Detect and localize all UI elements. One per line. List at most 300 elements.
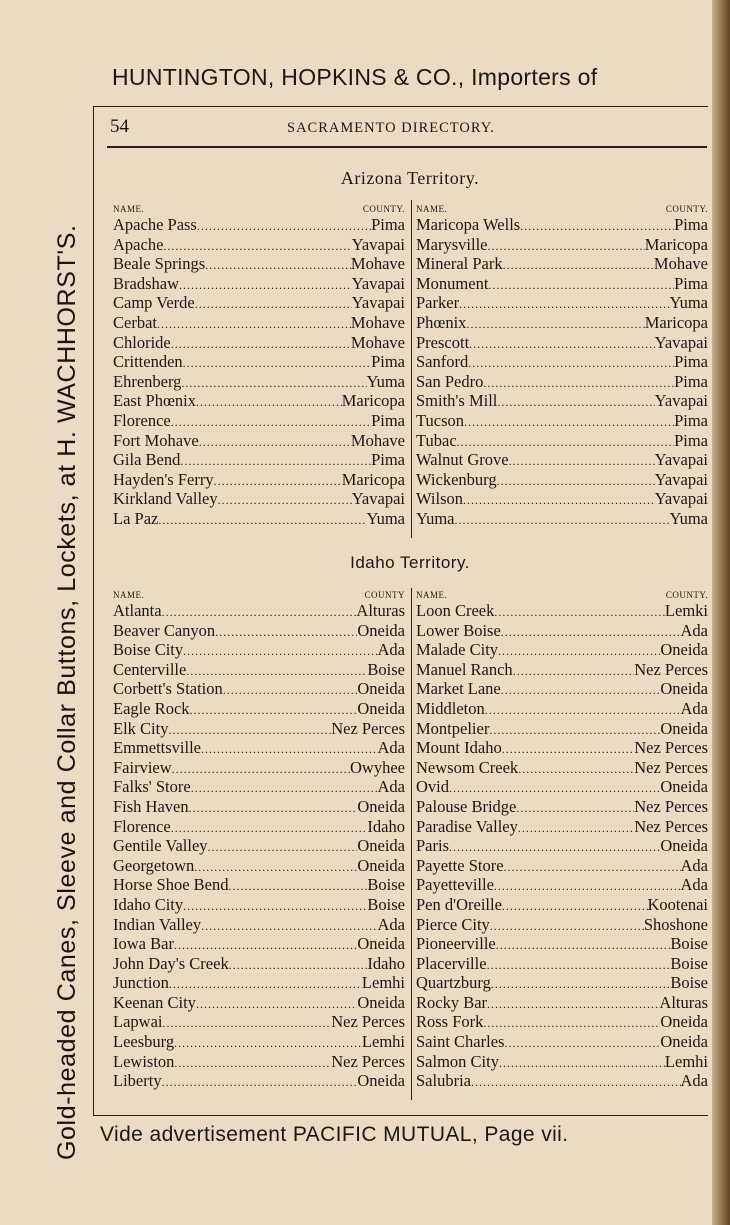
dot-leader <box>195 293 352 313</box>
county-name: Oneida <box>660 718 708 738</box>
dot-leader <box>494 875 681 895</box>
place-name: Junction <box>113 973 169 993</box>
directory-entry <box>113 679 405 699</box>
county-name: Kootenai <box>647 894 708 914</box>
county-name: Lemhi <box>361 1032 405 1052</box>
directory-entry <box>416 470 708 490</box>
arizona-left-column <box>113 204 405 529</box>
running-head: SACRAMENTO DIRECTORY. <box>287 120 495 136</box>
dot-leader <box>502 738 635 758</box>
county-name: Mohave <box>350 254 405 274</box>
county-name: Yavapai <box>654 391 708 411</box>
county-name: Boise <box>670 934 708 954</box>
directory-entry <box>113 817 405 837</box>
dot-leader <box>457 431 674 451</box>
county-name: Yuma <box>669 508 708 528</box>
dot-leader <box>191 777 378 797</box>
place-name: Iowa Bar <box>113 934 174 954</box>
dot-leader <box>168 719 331 739</box>
place-name: Wilson <box>416 489 464 509</box>
directory-entry <box>113 621 405 641</box>
dot-leader <box>498 640 660 660</box>
arizona-column-divider <box>411 200 412 538</box>
dot-leader <box>455 509 670 529</box>
directory-entry <box>416 934 708 954</box>
county-name: Boise <box>367 894 405 914</box>
directory-entry <box>416 973 708 993</box>
county-name: Oneida <box>357 620 405 640</box>
place-name: Rocky Bar <box>416 992 488 1012</box>
place-name: Chloride <box>113 332 171 352</box>
dot-leader <box>509 450 655 470</box>
place-name: Ovid <box>416 777 449 797</box>
county-name: Nez Perces <box>331 1051 405 1071</box>
directory-entry <box>113 411 405 431</box>
county-name: Oneida <box>357 836 405 856</box>
dot-leader <box>214 470 342 490</box>
county-name: Alturas <box>659 992 708 1012</box>
place-name: Wickenburg <box>416 469 497 489</box>
directory-entry <box>416 1012 708 1032</box>
page-edge <box>712 0 730 1225</box>
county-name: Lemhi <box>361 973 405 993</box>
dot-leader <box>459 293 669 313</box>
directory-entry <box>113 719 405 739</box>
county-name: Nez Perces <box>331 718 405 738</box>
county-name: Oneida <box>357 855 405 875</box>
dot-leader <box>201 915 377 935</box>
directory-entry <box>113 875 405 895</box>
directory-entry <box>416 954 708 974</box>
dot-leader <box>186 660 367 680</box>
county-name: Oneida <box>660 1012 708 1032</box>
directory-entry <box>416 915 708 935</box>
directory-entry <box>416 875 708 895</box>
directory-entry <box>416 621 708 641</box>
name-header: NAME. <box>416 204 448 214</box>
county-name: Nez Perces <box>634 796 708 816</box>
county-name: Yavapai <box>654 489 708 509</box>
directory-entry <box>416 372 708 392</box>
dot-leader <box>487 954 671 974</box>
place-name: Marysville <box>416 234 488 254</box>
place-name: Walnut Grove <box>416 450 509 470</box>
directory-entry <box>113 509 405 529</box>
county-name: Nez Perces <box>331 1012 405 1032</box>
dot-leader <box>513 660 635 680</box>
place-name: Elk City <box>113 718 169 738</box>
county-name: Boise <box>670 973 708 993</box>
directory-entry <box>416 450 708 470</box>
column-header <box>113 590 405 601</box>
arizona-right-column <box>416 204 708 529</box>
county-name: Ada <box>680 875 708 895</box>
directory-entry <box>113 973 405 993</box>
dot-leader <box>201 738 378 758</box>
bottom-advertisement: Vide advertisement PACIFIC MUTUAL, Page vii. <box>100 1123 569 1146</box>
directory-entry <box>113 699 405 719</box>
dot-leader <box>501 621 681 641</box>
county-name: Yavapai <box>351 489 405 509</box>
dot-leader <box>162 1071 358 1091</box>
county-name: Oneida <box>357 992 405 1012</box>
place-name: Payette Store <box>416 855 504 875</box>
directory-entry <box>416 352 708 372</box>
county-name: Oneida <box>357 1071 405 1091</box>
county-name: Pima <box>674 371 708 391</box>
dot-leader <box>228 875 367 895</box>
directory-entry <box>113 313 405 333</box>
directory-entry <box>113 738 405 758</box>
directory-entry <box>416 235 708 255</box>
county-name: Maricopa <box>341 391 405 411</box>
place-name: Fort Mohave <box>113 430 199 450</box>
county-name: Yavapai <box>654 450 708 470</box>
dot-leader <box>181 372 366 392</box>
place-name: Gila Bend <box>113 450 181 470</box>
county-name: Shoshone <box>643 914 708 934</box>
place-name: Liberty <box>113 1071 162 1091</box>
place-name: Centerville <box>113 659 187 679</box>
directory-entry <box>416 797 708 817</box>
county-name: Ada <box>680 1071 708 1091</box>
directory-entry <box>416 817 708 837</box>
dot-leader <box>466 313 644 333</box>
county-name: Mohave <box>350 430 405 450</box>
county-name: Nez Perces <box>634 659 708 679</box>
directory-entry <box>416 215 708 235</box>
county-name: Pima <box>674 273 708 293</box>
county-name: Ada <box>377 777 405 797</box>
directory-entry <box>416 856 708 876</box>
place-name: Salubria <box>416 1071 471 1091</box>
place-name: Horse Shoe Bend <box>113 875 229 895</box>
directory-entry <box>113 1052 405 1072</box>
dot-leader <box>174 1052 331 1072</box>
county-name: Ada <box>377 914 405 934</box>
county-name: Pima <box>674 352 708 372</box>
county-header: COUNTY. <box>665 204 708 214</box>
directory-entry <box>113 601 405 621</box>
county-name: Oneida <box>660 777 708 797</box>
directory-entry <box>113 777 405 797</box>
place-name: John Day's Creek <box>113 953 229 973</box>
place-name: Montpelier <box>416 718 490 738</box>
dot-leader <box>183 895 367 915</box>
directory-entry <box>113 235 405 255</box>
county-name: Oneida <box>357 698 405 718</box>
county-name: Maricopa <box>341 469 405 489</box>
directory-entry <box>416 333 708 353</box>
name-header: NAME. <box>113 590 145 600</box>
dot-leader <box>162 601 357 621</box>
directory-entry <box>416 895 708 915</box>
directory-entry <box>113 758 405 778</box>
directory-entry <box>113 660 405 680</box>
dot-leader <box>489 719 660 739</box>
county-name: Nez Perces <box>634 757 708 777</box>
directory-entry <box>113 450 405 470</box>
dot-leader <box>491 973 671 993</box>
dot-leader <box>162 1012 331 1032</box>
directory-entry <box>113 372 405 392</box>
directory-entry <box>113 293 405 313</box>
place-name: Tubac <box>416 430 457 450</box>
place-name: Pioneerville <box>416 934 496 954</box>
county-name: Ada <box>377 738 405 758</box>
directory-entry <box>113 431 405 451</box>
directory-entry <box>416 719 708 739</box>
dot-leader <box>487 993 659 1013</box>
place-name: Manuel Ranch <box>416 659 513 679</box>
dot-leader <box>196 391 342 411</box>
place-name: Bradshaw <box>113 273 179 293</box>
dot-leader <box>223 679 358 699</box>
county-name: Ada <box>680 620 708 640</box>
place-name: Beaver Canyon <box>113 620 216 640</box>
directory-entry <box>113 470 405 490</box>
place-name: Ross Fork <box>416 1012 484 1032</box>
place-name: Placerville <box>416 953 487 973</box>
county-name: Nez Perces <box>634 816 708 836</box>
county-name: Ada <box>680 698 708 718</box>
directory-entry <box>416 293 708 313</box>
dot-leader <box>171 411 371 431</box>
dot-leader <box>157 313 351 333</box>
place-name: Payetteville <box>416 875 494 895</box>
directory-entry <box>113 489 405 509</box>
dot-leader <box>190 699 358 719</box>
county-name: Yavapai <box>654 332 708 352</box>
dot-leader <box>501 679 661 699</box>
dot-leader <box>229 954 368 974</box>
directory-entry <box>416 601 708 621</box>
dot-leader <box>218 489 352 509</box>
dot-leader <box>468 352 674 372</box>
dot-leader <box>504 1032 660 1052</box>
dot-leader <box>169 973 362 993</box>
place-name: Apache <box>113 234 164 254</box>
county-name: Pima <box>674 430 708 450</box>
county-name: Yavapai <box>351 293 405 313</box>
dot-leader <box>518 758 634 778</box>
county-name: Pima <box>674 410 708 430</box>
directory-entry <box>113 993 405 1013</box>
place-name: Corbett's Station <box>113 679 223 699</box>
dot-leader <box>449 777 660 797</box>
county-name: Yuma <box>366 371 405 391</box>
dot-leader <box>196 993 357 1013</box>
directory-entry <box>113 1032 405 1052</box>
county-name: Lemki <box>664 601 708 620</box>
county-name: Idaho <box>367 816 405 836</box>
place-name: Indian Valley <box>113 914 202 934</box>
dot-leader <box>490 915 644 935</box>
county-name: Yuma <box>669 293 708 313</box>
directory-entry <box>113 274 405 294</box>
county-name: Boise <box>367 875 405 895</box>
directory-entry <box>416 1052 708 1072</box>
county-name: Oneida <box>660 836 708 856</box>
directory-entry <box>113 254 405 274</box>
place-name: La Paz <box>113 508 159 528</box>
dot-leader <box>497 391 654 411</box>
place-name: Leesburg <box>113 1032 175 1052</box>
dot-leader <box>183 352 371 372</box>
directory-entry <box>416 431 708 451</box>
place-name: Quartzburg <box>416 973 491 993</box>
dot-leader <box>504 856 681 876</box>
directory-entry <box>113 954 405 974</box>
county-name: Ada <box>377 640 405 660</box>
dot-leader <box>497 470 655 490</box>
dot-leader <box>483 1012 660 1032</box>
place-name: Market Lane <box>416 679 501 699</box>
directory-entry <box>416 758 708 778</box>
place-name: Atlanta <box>113 601 162 620</box>
county-name: Boise <box>367 659 405 679</box>
idaho-right-column <box>416 590 708 1091</box>
directory-entry <box>113 915 405 935</box>
place-name: Georgetown <box>113 855 195 875</box>
place-name: Cerbat <box>113 312 157 332</box>
dot-leader <box>488 235 645 255</box>
dot-leader <box>502 895 648 915</box>
place-name: Mount Idaho <box>416 738 502 758</box>
side-advertisement: Gold-headed Canes, Sleeve and Collar Buttons, Lockets, at H. WACHHORST'S. <box>53 224 81 1160</box>
county-name: Pima <box>371 450 405 470</box>
place-name: Lapwai <box>113 1012 163 1032</box>
idaho-title: Idaho Territory. <box>350 553 470 572</box>
place-name: Yuma <box>416 508 455 528</box>
county-name: Idaho <box>367 953 405 973</box>
dot-leader <box>163 235 351 255</box>
place-name: Newsom Creek <box>416 757 519 777</box>
place-name: Florence <box>113 816 171 836</box>
place-name: Maricopa Wells <box>416 215 521 234</box>
place-name: Falks' Store <box>113 777 191 797</box>
dot-leader <box>469 333 655 353</box>
county-name: Ada <box>680 855 708 875</box>
place-name: Fairview <box>113 757 172 777</box>
county-name: Boise <box>670 953 708 973</box>
county-name: Pima <box>371 215 405 234</box>
column-header <box>416 590 708 601</box>
county-name: Yuma <box>366 508 405 528</box>
dot-leader <box>483 372 674 392</box>
place-name: Gentile Valley <box>113 836 208 856</box>
county-header: COUNTY. <box>362 204 405 214</box>
county-name: Maricopa <box>644 312 708 332</box>
county-name: Mohave <box>350 332 405 352</box>
directory-entry <box>416 777 708 797</box>
county-name: Mohave <box>653 254 708 274</box>
county-name: Pima <box>674 215 708 234</box>
directory-entry <box>416 411 708 431</box>
directory-entry <box>113 856 405 876</box>
place-name: East Phœnix <box>113 391 196 411</box>
directory-entry <box>416 509 708 529</box>
name-header: NAME. <box>113 204 145 214</box>
dot-leader <box>179 274 352 294</box>
dot-leader <box>158 509 366 529</box>
place-name: Prescott <box>416 332 470 352</box>
directory-entry <box>416 679 708 699</box>
directory-entry <box>113 352 405 372</box>
directory-entry <box>113 1012 405 1032</box>
place-name: Keenan City <box>113 992 196 1012</box>
dot-leader <box>174 1032 362 1052</box>
county-name: Lemhi <box>664 1051 708 1071</box>
place-name: Eagle Rock <box>113 698 190 718</box>
directory-entry <box>113 895 405 915</box>
dot-leader <box>503 254 654 274</box>
place-name: Boise City <box>113 640 184 660</box>
place-name: Pen d'Oreille <box>416 894 502 914</box>
column-header <box>113 204 405 215</box>
column-header <box>416 204 708 215</box>
name-header: NAME. <box>416 590 448 600</box>
dot-leader <box>518 817 634 837</box>
directory-entry <box>416 993 708 1013</box>
directory-entry <box>113 640 405 660</box>
dot-leader <box>516 797 634 817</box>
dot-leader <box>171 333 351 353</box>
dot-leader <box>208 836 358 856</box>
county-header: COUNTY <box>364 590 405 600</box>
county-name: Mohave <box>350 312 405 332</box>
place-name: Monument <box>416 273 489 293</box>
directory-entry <box>416 738 708 758</box>
place-name: Palouse Bridge <box>416 796 517 816</box>
place-name: Smith's Mill <box>416 391 498 411</box>
county-name: Oneida <box>357 796 405 816</box>
directory-entry <box>416 254 708 274</box>
place-name: Crittenden <box>113 352 183 372</box>
place-name: Idaho City <box>113 894 184 914</box>
dot-leader <box>471 1071 681 1091</box>
place-name: Fish Haven <box>113 796 189 816</box>
directory-entry <box>416 1071 708 1091</box>
place-name: Malade City <box>416 640 499 660</box>
county-name: Yavapai <box>351 234 405 254</box>
directory-entry <box>113 1071 405 1091</box>
directory-entry <box>416 489 708 509</box>
directory-entry <box>416 1032 708 1052</box>
place-name: Florence <box>113 410 171 430</box>
county-name: Yavapai <box>654 469 708 489</box>
directory-entry <box>416 836 708 856</box>
county-name: Alturas <box>356 601 405 620</box>
idaho-left-column <box>113 590 405 1091</box>
place-name: Pierce City <box>416 914 490 934</box>
dot-leader <box>499 1052 665 1072</box>
place-name: Loon Creek <box>416 601 495 620</box>
place-name: Parker <box>416 293 460 313</box>
directory-entry <box>416 640 708 660</box>
place-name: Apache Pass <box>113 215 197 234</box>
directory-entry <box>416 699 708 719</box>
dot-leader <box>174 934 357 954</box>
county-name: Oneida <box>357 934 405 954</box>
dot-leader <box>205 254 351 274</box>
page-number: 54 <box>110 116 129 137</box>
county-name: Owyhee <box>350 757 405 777</box>
dot-leader <box>463 489 655 509</box>
place-name: Paradise Valley <box>416 816 518 836</box>
dot-leader <box>189 797 358 817</box>
header-rule <box>107 146 707 148</box>
